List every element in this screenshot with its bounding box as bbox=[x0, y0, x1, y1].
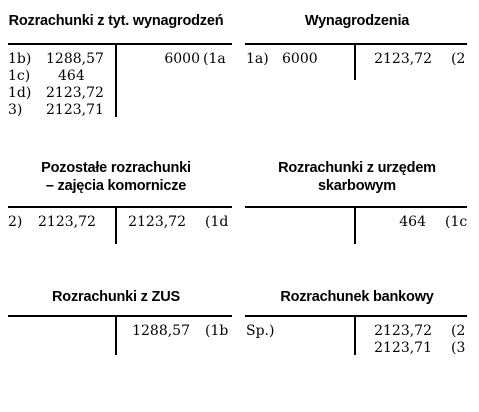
account-divider bbox=[115, 206, 117, 244]
debit-ref: Sp.) bbox=[246, 323, 275, 339]
debit-amount: 6000 bbox=[282, 51, 318, 67]
debit-amount: 2123,71 bbox=[46, 102, 104, 118]
credit-amount: 464 bbox=[399, 214, 426, 230]
account-divider bbox=[354, 315, 356, 355]
debit-ref: 1c) bbox=[8, 68, 31, 84]
credit-ref: (2 bbox=[451, 323, 466, 339]
credit-amount: 2123,71 bbox=[374, 340, 432, 356]
account-title: Rozrachunki z tyt. wynagrodzeń bbox=[8, 13, 224, 29]
credit-ref: (1a bbox=[203, 51, 226, 67]
account-divider bbox=[354, 43, 356, 80]
debit-amount: 464 bbox=[58, 68, 85, 84]
credit-amount: 6000 bbox=[164, 51, 200, 67]
credit-ref: (3 bbox=[451, 340, 466, 356]
account-divider bbox=[115, 315, 117, 355]
account-top-line bbox=[245, 206, 467, 208]
account-title bbox=[0, 159, 232, 195]
debit-ref: 2) bbox=[8, 214, 23, 230]
account-top-line bbox=[8, 206, 232, 208]
credit-ref: (1b bbox=[205, 323, 229, 339]
account-title-line: Pozostałe rozrachunki bbox=[41, 160, 191, 176]
debit-ref: 1a) bbox=[246, 51, 269, 67]
debit-ref: 1d) bbox=[8, 85, 32, 101]
account-title-line: skarbowym bbox=[318, 178, 396, 194]
account-title: Rozrachunek bankowy bbox=[280, 289, 434, 305]
account-title: Rozrachunki z ZUS bbox=[52, 289, 180, 305]
credit-amount: 2123,72 bbox=[128, 214, 186, 230]
credit-amount: 1288,57 bbox=[132, 323, 190, 339]
credit-ref: (2 bbox=[451, 51, 466, 67]
account-divider bbox=[115, 43, 117, 117]
debit-amount: 2123,72 bbox=[46, 85, 104, 101]
debit-ref: 3) bbox=[8, 102, 23, 118]
account-title bbox=[245, 159, 469, 195]
debit-amount: 1288,57 bbox=[46, 51, 104, 67]
debit-amount: 2123,72 bbox=[38, 214, 96, 230]
account-title-line: – zajęcia komornicze bbox=[45, 178, 187, 194]
account-title: Wynagrodzenia bbox=[304, 13, 410, 29]
credit-amount: 2123,72 bbox=[374, 323, 432, 339]
account-top-line bbox=[8, 315, 232, 317]
account-divider bbox=[354, 206, 356, 244]
credit-ref: (1d bbox=[205, 214, 229, 230]
account-title-line: Rozrachunki z urzędem bbox=[278, 160, 436, 176]
account-top-line bbox=[245, 43, 467, 45]
debit-ref: 1b) bbox=[8, 51, 32, 67]
credit-ref: (1c bbox=[445, 214, 468, 230]
account-top-line bbox=[8, 43, 232, 45]
credit-amount: 2123,72 bbox=[374, 51, 432, 67]
account-top-line bbox=[245, 315, 467, 317]
